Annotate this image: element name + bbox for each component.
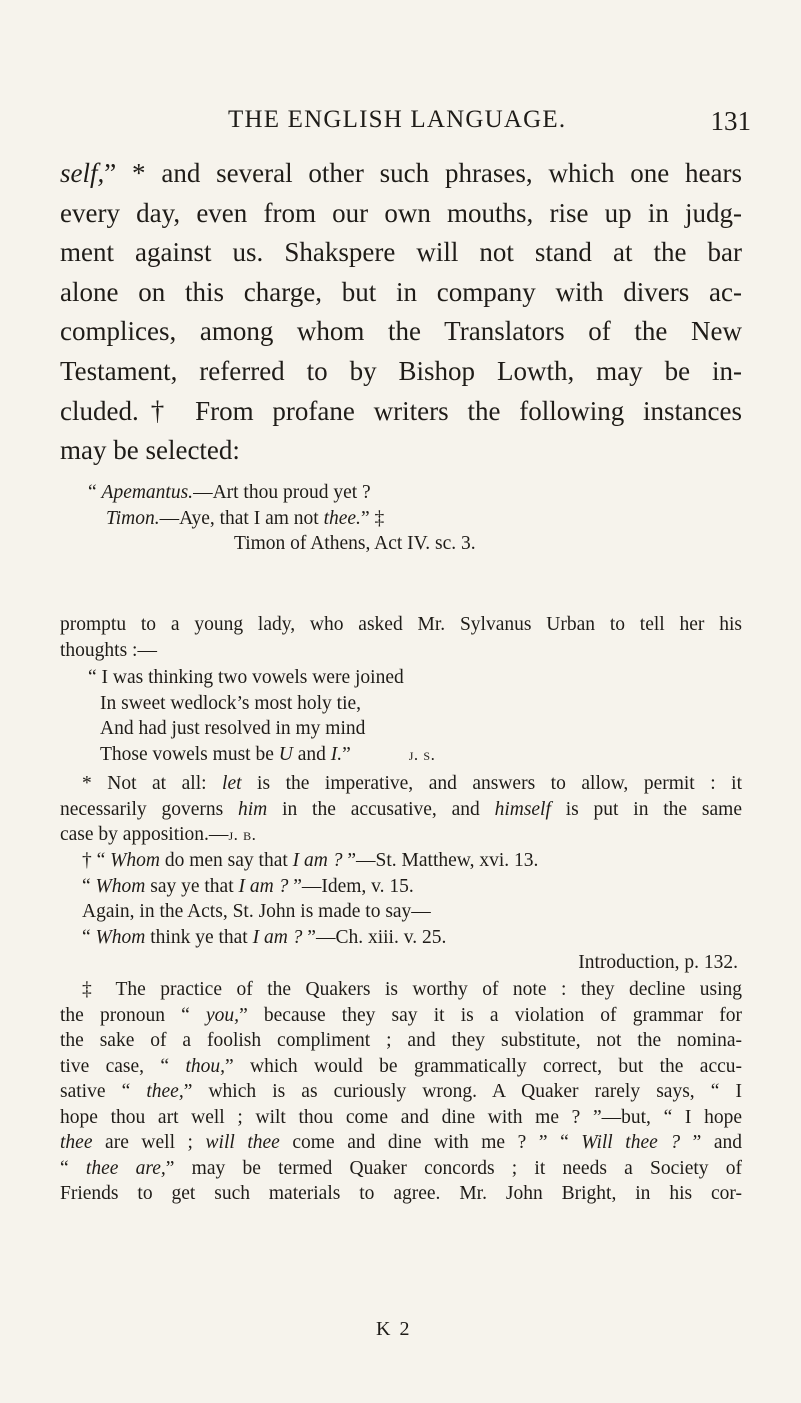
verse-signature: j. s. [408,744,436,764]
body-line: complices, among whom the Translators of the New [60,316,742,347]
footnote-line: the pronoun “ you,” because they say it is a violation of grammar for [60,1004,742,1026]
footnote-line: sative “ thee,” which is as curiously wrong. A Quaker rarely says, “ I [60,1081,742,1102]
footnote-line: thee are well ; will thee come and dine with me ? ” “ Will thee ? ” and [60,1132,743,1153]
footnote-line: “ Whom think ye that I am ? ”—Ch. xiii. v. 25. [82,926,447,948]
footnote-line: Introduction, p. 132. [578,952,738,973]
footnote-line: “ Whom say ye that I am ? ”—Idem, v. 15. [82,875,414,897]
body-line: alone on this charge, but in company with divers ac- [60,276,742,307]
footnote-double-dagger [60,977,742,1207]
block-quote [88,480,748,557]
verse-line: Those vowels must be U and I.” j. s. [100,743,436,765]
footnote-line: hope thou art well ; wilt thou come and dine with me ? ”—but, “ I hope [60,1106,742,1128]
footnote-line: thoughts :— [60,639,157,661]
page-number: 131 [710,106,751,136]
footnote-promptu [60,612,742,663]
footnote-line: necessarily governs him in the accusative, and himself is put in the same [60,798,742,820]
running-head [228,106,751,142]
footnote-line: * Not at all: let is the imperative, and answers to allow, permit : it [82,773,742,794]
footnote-line: case by apposition.—j. b. [60,824,257,845]
body-line: self,” * and several other such phrases, which one hears [60,158,742,188]
body-line: Testament, referred to by Bishop Lowth, may be in- [60,355,742,386]
footnote-line: promptu to a young lady, who asked Mr. Sylvanus Urban to tell her his [60,614,742,635]
footnote-line: Again, in the Acts, St. John is made to say— [82,901,431,922]
verse-line: And had just resolved in my mind [100,718,366,739]
body-paragraph [60,154,742,471]
footnote-star [60,771,742,848]
footnote-line: tive case, “ thou,” which would be grammatically correct, but the accu- [60,1055,743,1077]
body-line: cluded.† From profane writers the following instances [60,395,742,426]
quote-line: Timon.—Aye, that I am not thee.” ‡ [106,507,385,529]
verse [88,665,748,767]
footnote-line: Friends to get such materials to agree. Mr. John Bright, in his cor- [60,1183,742,1204]
quote-citation: Timon of Athens, Act IV. sc. 3. [234,533,476,555]
signature-mark: K 2 [376,1318,412,1340]
footnote-line: † “ Whom do men say that I am ? ”—St. Matthew, xvi. 13. [82,850,539,871]
footnote-line: ‡ The practice of the Quakers is worthy of note : they decline using [82,979,742,1000]
footnote-line: the sake of a foolish compliment ; and they substitute, not the nomina- [60,1030,742,1051]
body-line: every day, even from our own mouths, rise up in judg- [60,197,742,228]
running-title: THE ENGLISH LANGUAGE. [228,106,567,133]
footnote-line: “ thee are,” may be termed Quaker concords ; it needs a Society of [60,1157,743,1179]
body-line: may be selected: [60,435,240,466]
body-line: ment against us. Shakspere will not stand at the bar [60,237,742,268]
footnote-dagger [60,848,742,976]
quote-line: “ Apemantus.—Art thou proud yet ? [88,482,371,503]
verse-line: In sweet wedlock’s most holy tie, [100,692,362,714]
verse-line: “ I was thinking two vowels were joined [88,667,404,688]
